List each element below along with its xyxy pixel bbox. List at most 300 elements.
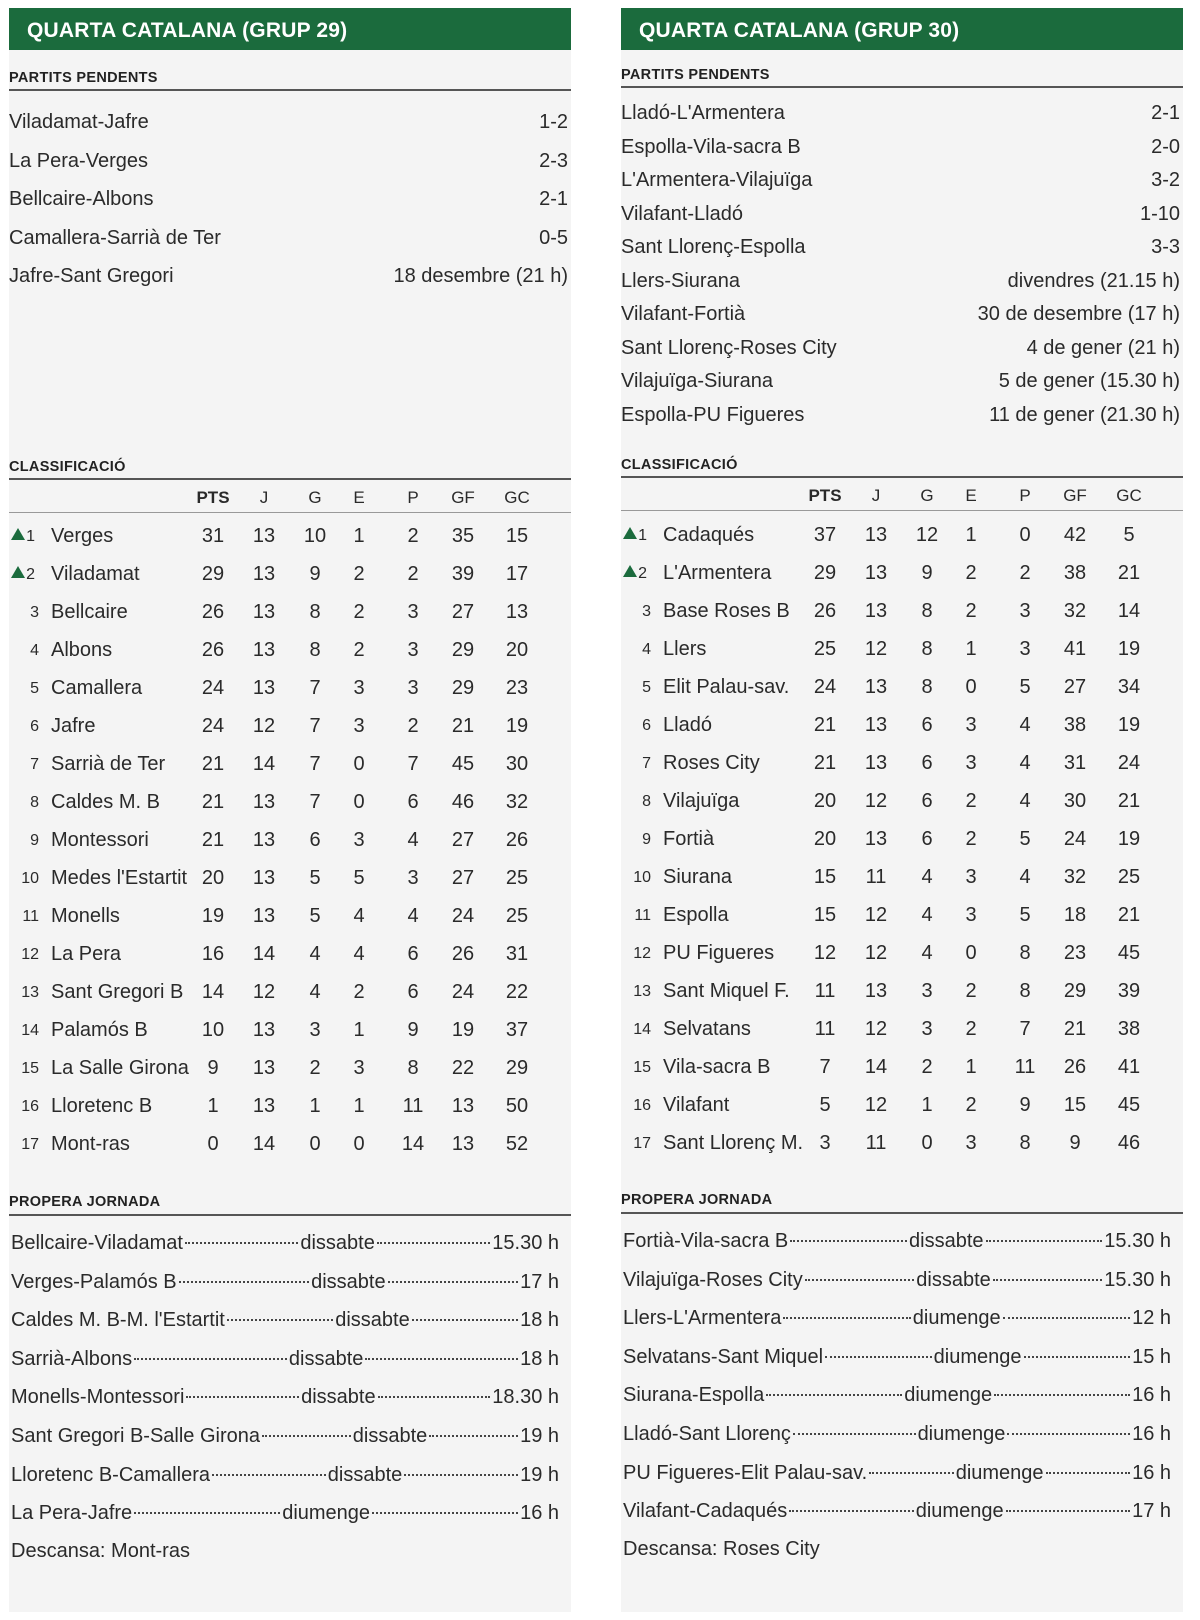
stat-e: 2: [965, 980, 977, 1002]
stat-gc: 25: [505, 867, 529, 889]
standings-row: [9, 905, 571, 933]
stat-pts: 11: [814, 980, 836, 1002]
stat-j: 14: [864, 1056, 888, 1078]
team-rank: 13: [633, 983, 651, 1000]
stat-p: 2: [407, 715, 419, 737]
dot-leader: [789, 1510, 914, 1512]
stat-e: 3: [353, 829, 365, 851]
stat-j: 13: [864, 828, 888, 850]
stat-pts: 16: [201, 943, 225, 965]
stat-gf: 13: [451, 1095, 475, 1117]
stat-pts: 20: [813, 828, 837, 850]
fixture-match: Lloretenc B-Camallera: [11, 1463, 210, 1486]
stat-g: 5: [309, 867, 321, 889]
stat-gf: 29: [451, 677, 475, 699]
header-underline: [621, 510, 1183, 511]
column-header-e: E: [965, 486, 977, 505]
stat-gc: 45: [1117, 942, 1141, 964]
stat-gc: 41: [1117, 1056, 1141, 1078]
standings-section-label: CLASSIFICACIÓ: [9, 459, 126, 475]
team-name: Selvatans: [663, 1018, 751, 1040]
stat-g: 8: [921, 600, 933, 622]
stat-p: 3: [1019, 638, 1031, 660]
stat-gf: 21: [1063, 1018, 1087, 1040]
fixture-day: diumenge: [955, 1461, 1044, 1484]
team-rank: 8: [642, 793, 651, 810]
stat-gf: 29: [451, 639, 475, 661]
standings-row: [621, 828, 1183, 856]
standings-row: [621, 562, 1183, 590]
stat-p: 3: [407, 639, 419, 661]
stat-g: 0: [309, 1133, 321, 1155]
fixture-time: 16 h: [1132, 1461, 1172, 1484]
dot-leader: [412, 1319, 518, 1321]
fixture-day: dissabte: [909, 1230, 984, 1252]
stat-j: 14: [252, 753, 276, 775]
fixture-row: [11, 1502, 559, 1530]
fixture-row: [623, 1269, 1171, 1297]
stat-gc: 19: [505, 715, 529, 737]
fixture-match: La Pera-Jafre: [11, 1502, 133, 1525]
team-rank: 4: [642, 641, 651, 658]
fixture-time: 16 h: [1132, 1423, 1172, 1445]
pending-match-result: 2-3: [539, 149, 568, 172]
stat-j: 13: [252, 563, 276, 585]
stat-e: 2: [965, 790, 977, 812]
stat-gf: 19: [451, 1019, 475, 1041]
pending-match-name: L'Armentera-Vilajuïga: [621, 169, 813, 191]
stat-gf: 31: [1063, 752, 1087, 774]
pending-match-result: 30 de desembre (17 h): [977, 303, 1180, 325]
stat-g: 7: [309, 715, 321, 737]
team-rank: 9: [30, 832, 39, 849]
stat-j: 12: [864, 1018, 888, 1040]
team-name: L'Armentera: [663, 562, 772, 584]
pending-match-name: Vilafant-Lladó: [621, 202, 743, 225]
standings-row: [9, 601, 571, 629]
stat-gf: 46: [451, 791, 475, 813]
fixture-row: [623, 1230, 1171, 1258]
fixture-time: 15.30 h: [1104, 1230, 1171, 1252]
column-header-gf: GF: [451, 488, 475, 507]
stat-pts: 1: [207, 1095, 219, 1117]
dot-leader: [793, 1433, 916, 1435]
stat-p: 2: [1019, 562, 1031, 584]
stat-gf: 27: [451, 867, 475, 889]
stat-p: 3: [407, 601, 419, 623]
stat-p: 11: [402, 1095, 424, 1117]
stat-p: 4: [407, 905, 419, 927]
stat-gc: 20: [505, 639, 529, 661]
stat-gf: 38: [1063, 562, 1087, 584]
pending-match-row: [621, 270, 1183, 293]
pending-match-row: [621, 337, 1183, 360]
team-name: Sant Llorenç M.: [663, 1132, 804, 1154]
team-name: Jafre: [51, 715, 96, 737]
team-rank: 6: [30, 718, 39, 735]
team-rank: 3: [642, 603, 651, 620]
stat-gc: 25: [505, 905, 529, 927]
stat-pts: 15: [813, 866, 837, 888]
stat-p: 7: [1019, 1018, 1031, 1040]
column-header-gc: GC: [504, 488, 530, 507]
team-rank: 3: [30, 604, 39, 621]
group-title-banner: QUARTA CATALANA (GRUP 30): [621, 8, 1183, 50]
stat-e: 2: [965, 562, 977, 584]
stat-pts: 5: [819, 1094, 831, 1116]
stat-g: 4: [309, 943, 321, 965]
dot-leader: [134, 1358, 287, 1360]
fixture-time: 15.30 h: [492, 1232, 560, 1254]
team-name: Lladó: [663, 714, 712, 736]
fixture-time: 17 h: [1132, 1500, 1172, 1523]
standings-row: [621, 676, 1183, 704]
dot-leader: [825, 1356, 932, 1358]
stat-g: 8: [309, 601, 321, 623]
stat-e: 1: [965, 1056, 977, 1078]
team-rank: 10: [21, 870, 39, 887]
stat-p: 7: [407, 753, 419, 775]
next-round-section-label: PROPERA JORNADA: [621, 1192, 773, 1208]
stat-g: 8: [921, 676, 933, 698]
stat-gf: 21: [451, 715, 475, 737]
fixture-time: 15.30 h: [1104, 1268, 1172, 1291]
pending-match-row: [621, 203, 1183, 226]
standings-row: [621, 866, 1183, 894]
stat-gc: 52: [505, 1133, 529, 1155]
stat-g: 7: [309, 677, 321, 699]
stat-gc: 30: [505, 753, 529, 775]
standings-row: [9, 1057, 571, 1085]
dot-leader: [766, 1394, 902, 1396]
column-header-g: G: [920, 486, 934, 505]
stat-gc: 32: [505, 791, 529, 813]
stat-g: 4: [921, 904, 933, 926]
team-rank: 5: [642, 679, 651, 696]
stat-g: 4: [921, 866, 933, 888]
standings-row: [9, 1133, 571, 1161]
fixture-match: Fortià-Vila-sacra B: [623, 1230, 789, 1252]
fixture-day: dissabte: [301, 1386, 376, 1409]
stat-e: 1: [353, 525, 365, 547]
fixture-day: diumenge: [912, 1307, 1001, 1330]
fixture-day: diumenge: [915, 1500, 1004, 1523]
pending-match-name: Viladamat-Jafre: [9, 111, 149, 133]
stat-g: 12: [915, 524, 939, 546]
team-name: Sant Gregori B: [51, 981, 184, 1003]
fixture-match: Siurana-Espolla: [623, 1384, 765, 1407]
stat-p: 8: [407, 1057, 419, 1079]
stat-j: 13: [252, 601, 276, 623]
stat-p: 8: [1019, 942, 1031, 964]
dot-leader: [186, 1396, 299, 1398]
team-rank: 14: [633, 1021, 651, 1038]
stat-gf: 13: [451, 1133, 475, 1155]
pending-match-row: [621, 169, 1183, 192]
fixture-match: Lladó-Sant Llorenç: [623, 1423, 791, 1445]
fixture-day: diumenge: [904, 1384, 993, 1407]
stat-gf: 27: [451, 829, 475, 851]
pending-match-name: Llers-Siurana: [621, 269, 740, 292]
stat-gc: 19: [1117, 638, 1141, 660]
stat-j: 12: [864, 904, 888, 926]
column-header-j: J: [871, 486, 881, 505]
fixture-row: [11, 1464, 559, 1492]
stat-gc: 21: [1117, 790, 1141, 812]
stat-gf: 27: [451, 601, 475, 623]
team-name: Sant Miquel F.: [663, 980, 790, 1002]
stat-e: 0: [965, 942, 977, 964]
standings-row: [9, 1095, 571, 1123]
standings-row: [621, 600, 1183, 628]
stat-e: 2: [965, 600, 977, 622]
fixture-day: diumenge: [933, 1345, 1022, 1368]
stat-j: 13: [252, 791, 276, 813]
stat-gc: 29: [505, 1057, 529, 1079]
fixture-day: dissabte: [327, 1463, 403, 1486]
fixture-row: [623, 1462, 1171, 1490]
dot-leader: [378, 1396, 491, 1398]
fixture-time: 15 h: [1132, 1345, 1172, 1368]
stat-j: 13: [864, 524, 888, 546]
team-rank: 12: [21, 946, 39, 963]
fixture-match: Monells-Montessori: [11, 1386, 185, 1409]
stat-gf: 45: [451, 753, 475, 775]
stat-g: 3: [921, 1018, 933, 1040]
team-rank: 16: [21, 1098, 39, 1115]
fixture-match: Caldes M. B-M. l'Estartit: [11, 1309, 225, 1332]
team-name: Lloretenc B: [51, 1095, 153, 1117]
stat-gf: 35: [451, 525, 475, 547]
stat-j: 11: [865, 1132, 887, 1154]
fixture-row: [623, 1346, 1171, 1374]
team-name: Llers: [663, 638, 707, 660]
stat-e: 0: [965, 676, 977, 698]
stat-pts: 19: [201, 905, 225, 927]
stat-e: 3: [965, 752, 977, 774]
stat-g: 7: [309, 791, 321, 813]
stat-j: 13: [864, 980, 888, 1002]
stat-gf: 42: [1063, 524, 1087, 546]
team-name: Camallera: [51, 677, 143, 699]
stat-e: 3: [353, 1057, 365, 1079]
stat-j: 13: [864, 714, 888, 736]
standings-section-label: CLASSIFICACIÓ: [621, 457, 738, 473]
pending-match-row: [9, 188, 571, 211]
team-name: Sarrià de Ter: [51, 753, 166, 775]
standings-row: [9, 525, 571, 553]
stat-pts: 25: [813, 638, 837, 660]
stat-pts: 26: [813, 600, 837, 622]
stat-e: 3: [965, 904, 977, 926]
stat-e: 0: [353, 753, 365, 775]
column-header-gc: GC: [1116, 486, 1142, 505]
pending-match-result: 1-10: [1139, 202, 1180, 225]
stat-pts: 21: [813, 714, 837, 736]
dot-leader: [134, 1512, 280, 1514]
fixture-match: Vilajuïga-Roses City: [623, 1268, 803, 1291]
fixture-time: 16 h: [520, 1502, 560, 1525]
pending-match-name: Lladó-L'Armentera: [621, 102, 785, 124]
stat-j: 13: [252, 1057, 276, 1079]
stat-g: 2: [921, 1056, 933, 1078]
stat-p: 0: [1019, 524, 1031, 546]
pending-match-result: 2-1: [1151, 102, 1180, 124]
column-header-j: J: [259, 488, 269, 507]
team-name: La Pera: [51, 943, 122, 965]
fixture-day: dissabte: [311, 1270, 386, 1293]
stat-j: 13: [864, 562, 888, 584]
stat-gf: 30: [1063, 790, 1087, 812]
column-header-pts: PTS: [196, 488, 230, 507]
standings-row: [9, 639, 571, 667]
stat-e: 2: [965, 1018, 977, 1040]
stat-p: 14: [401, 1133, 425, 1155]
column-header-p: P: [407, 488, 419, 507]
dot-leader: [1003, 1317, 1130, 1319]
fixture-match: Sant Gregori B-Salle Girona: [11, 1425, 261, 1447]
stat-p: 5: [1019, 676, 1031, 698]
stat-j: 11: [865, 866, 887, 888]
stat-gf: 9: [1069, 1132, 1081, 1154]
team-rank: 16: [633, 1097, 651, 1114]
stat-pts: 37: [813, 524, 837, 546]
stat-gc: 21: [1117, 562, 1141, 584]
pending-match-result: 5 de gener (15.30 h): [998, 370, 1180, 392]
stat-g: 2: [309, 1057, 321, 1079]
pending-match-name: Sant Llorenç-Espolla: [621, 236, 806, 258]
stat-g: 5: [309, 905, 321, 927]
standings-row: [621, 1018, 1183, 1046]
stat-j: 12: [864, 790, 888, 812]
stat-pts: 29: [201, 563, 225, 585]
team-name: Monells: [51, 905, 120, 927]
fixture-match: Bellcaire-Viladamat: [11, 1232, 183, 1254]
stat-p: 6: [407, 943, 419, 965]
pending-match-result: 2-0: [1151, 135, 1180, 158]
stat-j: 12: [864, 1094, 888, 1116]
stat-pts: 24: [201, 677, 225, 699]
pending-match-row: [9, 150, 571, 173]
team-rank: 17: [633, 1135, 651, 1152]
stat-pts: 20: [201, 867, 225, 889]
team-name: Verges: [51, 525, 114, 547]
team-rank: 6: [642, 717, 651, 734]
stat-pts: 29: [813, 562, 837, 584]
fixture-match: Verges-Palamós B: [11, 1270, 177, 1293]
standings-row: [9, 563, 571, 591]
team-name: Viladamat: [51, 563, 140, 585]
team-name: Base Roses B: [663, 600, 790, 622]
stat-gf: 22: [451, 1057, 475, 1079]
stat-p: 9: [407, 1019, 419, 1041]
team-rank: 9: [642, 831, 651, 848]
fixture-row: [623, 1500, 1171, 1528]
stat-pts: 9: [207, 1057, 219, 1079]
stat-pts: 7: [819, 1056, 831, 1078]
standings-header-row: [9, 488, 571, 510]
fixture-row: [11, 1232, 559, 1260]
stat-g: 0: [921, 1132, 933, 1154]
stat-e: 3: [965, 866, 977, 888]
fixture-row: [623, 1307, 1171, 1335]
stat-gc: 19: [1117, 828, 1141, 850]
stat-gc: 37: [505, 1019, 529, 1041]
stat-e: 2: [353, 601, 365, 623]
stat-pts: 26: [201, 639, 225, 661]
stat-g: 6: [921, 828, 933, 850]
stat-gc: 14: [1117, 600, 1141, 622]
standings-row: [621, 524, 1183, 552]
stat-gc: 25: [1117, 866, 1141, 888]
stat-e: 1: [353, 1095, 365, 1117]
section-divider: [621, 476, 1183, 478]
stat-gf: 27: [1063, 676, 1087, 698]
stat-pts: 14: [201, 981, 225, 1003]
stat-j: 14: [252, 943, 276, 965]
stat-j: 12: [252, 715, 276, 737]
stat-gf: 39: [451, 563, 475, 585]
stat-e: 2: [353, 981, 365, 1003]
fixture-row: [623, 1384, 1171, 1412]
stat-p: 3: [1019, 600, 1031, 622]
stat-pts: 12: [813, 942, 837, 964]
dot-leader: [994, 1394, 1130, 1396]
stat-g: 9: [921, 562, 933, 584]
pending-section-label: PARTITS PENDENTS: [621, 67, 770, 83]
fixture-time: 18 h: [520, 1309, 560, 1332]
pending-match-name: Camallera-Sarrià de Ter: [9, 226, 221, 249]
stat-g: 4: [309, 981, 321, 1003]
stat-pts: 10: [201, 1019, 225, 1041]
stat-g: 3: [921, 980, 933, 1002]
section-divider: [9, 1214, 571, 1216]
standings-row: [621, 942, 1183, 970]
stat-g: 1: [309, 1095, 321, 1117]
stat-g: 4: [921, 942, 933, 964]
pending-match-result: 4 de gener (21 h): [1026, 336, 1180, 359]
standings-row: [621, 1056, 1183, 1084]
stat-p: 11: [1014, 1056, 1036, 1078]
team-rank: 11: [634, 907, 651, 924]
dot-leader: [227, 1319, 333, 1321]
team-rank: 15: [21, 1060, 39, 1077]
stat-j: 13: [252, 829, 276, 851]
fixture-day: diumenge: [282, 1502, 371, 1525]
standings-row: [9, 867, 571, 895]
dot-leader: [372, 1512, 518, 1514]
team-name: Bellcaire: [51, 601, 128, 623]
fixture-day: dissabte: [335, 1309, 410, 1332]
stat-gf: 32: [1063, 866, 1087, 888]
standings-row: [621, 904, 1183, 932]
stat-gc: 17: [505, 563, 529, 585]
stat-g: 1: [921, 1094, 933, 1116]
pending-section-label: PARTITS PENDENTS: [9, 70, 158, 86]
stat-e: 3: [353, 677, 365, 699]
stat-pts: 24: [813, 676, 837, 698]
stat-gc: 39: [1117, 980, 1141, 1002]
pending-match-name: Vilajuïga-Siurana: [621, 370, 773, 392]
dot-leader: [185, 1242, 298, 1244]
header-underline: [9, 512, 571, 513]
stat-g: 3: [309, 1019, 321, 1041]
stat-j: 13: [252, 1019, 276, 1041]
stat-p: 4: [1019, 752, 1031, 774]
column-header-p: P: [1019, 486, 1031, 505]
pending-match-name: Sant Llorenç-Roses City: [621, 336, 837, 359]
fixture-time: 18 h: [520, 1347, 560, 1370]
